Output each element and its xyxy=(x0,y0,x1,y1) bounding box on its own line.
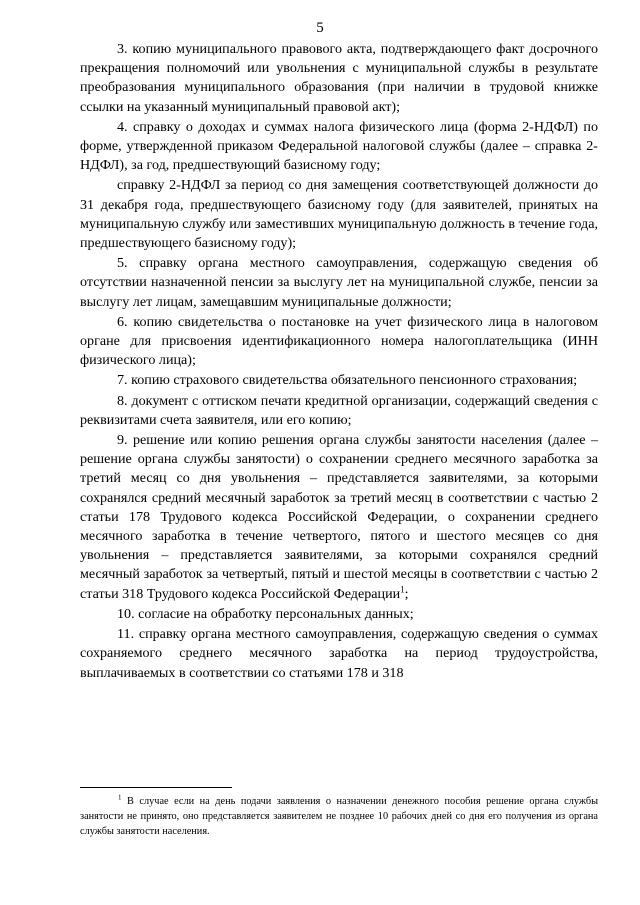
footnote-text: В случае если на день подачи заявления о назначении денежного пособия решение органа службы занятости не принято, оно представляется заявителем не позднее 10 рабочих дней со дня его получения из органа службы занятости населения. xyxy=(80,796,598,837)
item-6: 6. копию свидетельства о постановке на учет физического лица в налоговом органе для присвоения идентификационного номера налогоплательщика (ИНН физического лица); xyxy=(80,313,598,369)
footnote-reference[interactable]: 1 xyxy=(400,584,405,594)
item-10: 10. согласие на обработку персональных данных; xyxy=(117,605,414,622)
item-11: 11. справку органа местного самоуправления, содержащую сведения о суммах сохраняемого среднего месячного заработка на период трудоустройства, выплачиваемых в соответствии со статьями 178 и 318 xyxy=(80,626,598,681)
item-9-text: 9. решение или копию решения органа службы занятости населения (далее – решение органа службы занятости) о сохранении среднего месячного заработка за третий месяц со дня увольнения – представляется заявителями, за которыми сохранялся средний месячный заработок за третий месяц в соответствии с частью 2 статьи 178 Трудового кодекса Российской Федерации, о сохранении среднего месячного заработка в течение четвертого, пятого и шестого месяцев со дня увольнения – представляется заявителями, за которыми сохранялся средний месячный заработок за четвертый, пятый и шестой месяцы в соответствии с частью 2 статьи 318 Трудового кодекса Российской Федерации xyxy=(80,432,598,602)
item-3: 3. копию муниципального правового акта, подтверждающего факт досрочного прекращения полномочий или увольнения с муниципальной службы в результате преобразования муниципального образования (при наличии в трудовой книжке ссылки на указанный муниципальный правовой акт); xyxy=(80,41,598,115)
page-number: 5 xyxy=(316,20,324,36)
item-9-tail: ; xyxy=(404,585,409,602)
document-body xyxy=(80,40,598,683)
footnote-divider xyxy=(80,787,232,788)
item-4-continuation: справку 2-НДФЛ за период со дня замещения соответствующей должности до 31 декабря года, предшествующего базисному году (для заявителей, принятых на муниципальную службу или заместивших муниципальную должность в течение года, предшествующего базисному году); xyxy=(80,177,598,252)
item-5: 5. справку органа местного самоуправления, содержащую сведения об отсутствии назначенной пенсии за выслугу лет на муниципальной службе, пенсии за выслугу лет лицам, замещавшим муниципальные должности; xyxy=(80,255,598,310)
footnote xyxy=(80,794,598,839)
item-9 xyxy=(80,431,598,604)
item-8: 8. документ с оттиском печати кредитной организации, содержащий сведения с реквизитами счета заявителя, или его копию; xyxy=(80,392,598,428)
item-7: 7. копию страхового свидетельства обязательного пенсионного страхования; xyxy=(117,372,578,389)
footnote-marker: 1 xyxy=(118,793,122,802)
item-4: 4. справку о доходах и суммах налога физического лица (форма 2-НДФЛ) по форме, утвержденной приказом Федеральной налоговой службы (далее – справка 2-НДФЛ), за год, предшествующий базисному году; xyxy=(80,118,598,174)
